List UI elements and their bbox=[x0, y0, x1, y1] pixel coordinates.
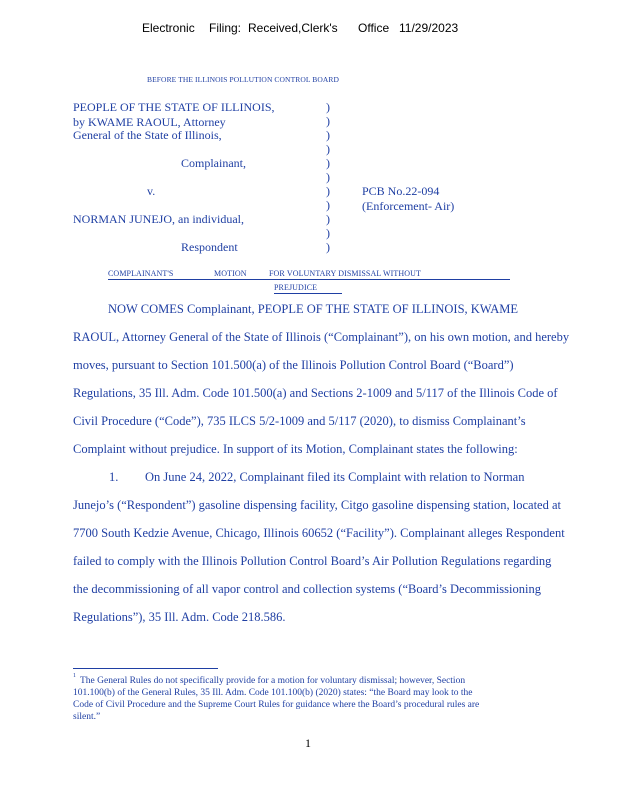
caption-paren: ) bbox=[326, 240, 330, 254]
caption-paren: ) bbox=[326, 100, 330, 114]
filing-header-word2: Filing: bbox=[209, 21, 242, 35]
footnote-line: 101.100(b) of the General Rules, 35 Ill. Adm. Code 101.100(b) (2020) states: “the Board may look to the bbox=[73, 688, 473, 698]
footnote-line: The General Rules do not specifically provide for a motion for voluntary dismissal; however, Section bbox=[80, 676, 466, 686]
body-line: Regulations, 35 Ill. Adm. Code 101.500(a) and Sections 2-1009 and 5/117 of the Illinois Code of bbox=[73, 386, 558, 400]
footnote-line: silent.” bbox=[73, 712, 101, 722]
caption-paren: ) bbox=[326, 142, 330, 156]
caption-paren: ) bbox=[326, 212, 330, 226]
body-line: the decommissioning of all vapor control and collection systems (“Board’s Decommissioning bbox=[73, 582, 541, 596]
filing-header-word1: Electronic bbox=[142, 21, 195, 35]
motion-title-part4: PREJUDICE bbox=[274, 283, 318, 292]
caption-paren: ) bbox=[326, 128, 330, 142]
motion-title-part2: MOTION bbox=[214, 269, 247, 278]
caption-paren: ) bbox=[326, 198, 330, 212]
board-title: BEFORE THE ILLINOIS POLLUTION CONTROL BOARD bbox=[147, 75, 340, 84]
body-line: RAOUL, Attorney General of the State of Illinois (“Complainant”), on his own motion, and hereby bbox=[73, 330, 570, 344]
motion-title-underline bbox=[108, 279, 510, 280]
filing-header-word3: Received,Clerk's bbox=[248, 21, 338, 35]
caption-paren: ) bbox=[326, 226, 330, 240]
filing-header-word4: Office bbox=[358, 21, 390, 35]
paragraph-number: 1. bbox=[109, 470, 119, 484]
motion-title-part3: FOR VOLUNTARY DISMISSAL WITHOUT bbox=[269, 269, 422, 278]
versus-label: v. bbox=[147, 184, 156, 198]
body-line: failed to comply with the Illinois Pollution Control Board’s Air Pollution Regulations regarding bbox=[73, 554, 552, 568]
body-line: On June 24, 2022, Complainant filed its Complaint with relation to Norman bbox=[145, 470, 525, 484]
footnote-marker: 1 bbox=[73, 673, 76, 679]
motion-title-underline bbox=[274, 293, 342, 294]
case-type: (Enforcement- Air) bbox=[362, 199, 455, 213]
body-line: moves, pursuant to Section 101.500(a) of the Illinois Pollution Control Board (“Board”) bbox=[73, 358, 514, 372]
body-line: Junejo’s (“Respondent”) gasoline dispensing facility, Citgo gasoline dispensing station, located at bbox=[73, 498, 561, 512]
caption-paren: ) bbox=[326, 156, 330, 170]
footnote-rule bbox=[73, 668, 218, 669]
plaintiff-line-2: by KWAME RAOUL, Attorney bbox=[73, 115, 226, 129]
defendant-name: NORMAN JUNEJO, an individual, bbox=[73, 212, 244, 226]
body-line: Civil Procedure (“Code”), 735 ILCS 5/2-1009 and 5/117 (2020), to dismiss Complainant’s bbox=[73, 414, 526, 428]
complainant-label: Complainant, bbox=[181, 156, 246, 170]
case-number: PCB No.22-094 bbox=[362, 184, 440, 198]
caption-paren: ) bbox=[326, 114, 330, 128]
body-line: Complaint without prejudice. In support of its Motion, Complainant states the following: bbox=[73, 442, 518, 456]
body-line: NOW COMES Complainant, PEOPLE OF THE STATE OF ILLINOIS, KWAME bbox=[108, 302, 518, 316]
page-number: 1 bbox=[305, 736, 311, 750]
caption-paren: ) bbox=[326, 184, 330, 198]
respondent-label: Respondent bbox=[181, 240, 238, 254]
plaintiff-line-3: General of the State of Illinois, bbox=[73, 128, 222, 142]
body-line: 7700 South Kedzie Avenue, Chicago, Illinois 60652 (“Facility”). Complainant alleges Respondent bbox=[73, 526, 565, 540]
caption-paren: ) bbox=[326, 170, 330, 184]
plaintiff-line-1: PEOPLE OF THE STATE OF ILLINOIS, bbox=[73, 100, 275, 114]
body-line: Regulations”), 35 Ill. Adm. Code 218.586. bbox=[73, 610, 286, 624]
motion-title-part1: COMPLAINANT'S bbox=[108, 269, 174, 278]
footnote-line: Code of Civil Procedure and the Supreme Court Rules for guidance where the Board’s procedural rules are bbox=[73, 700, 480, 710]
filing-header-date: 11/29/2023 bbox=[399, 21, 459, 35]
